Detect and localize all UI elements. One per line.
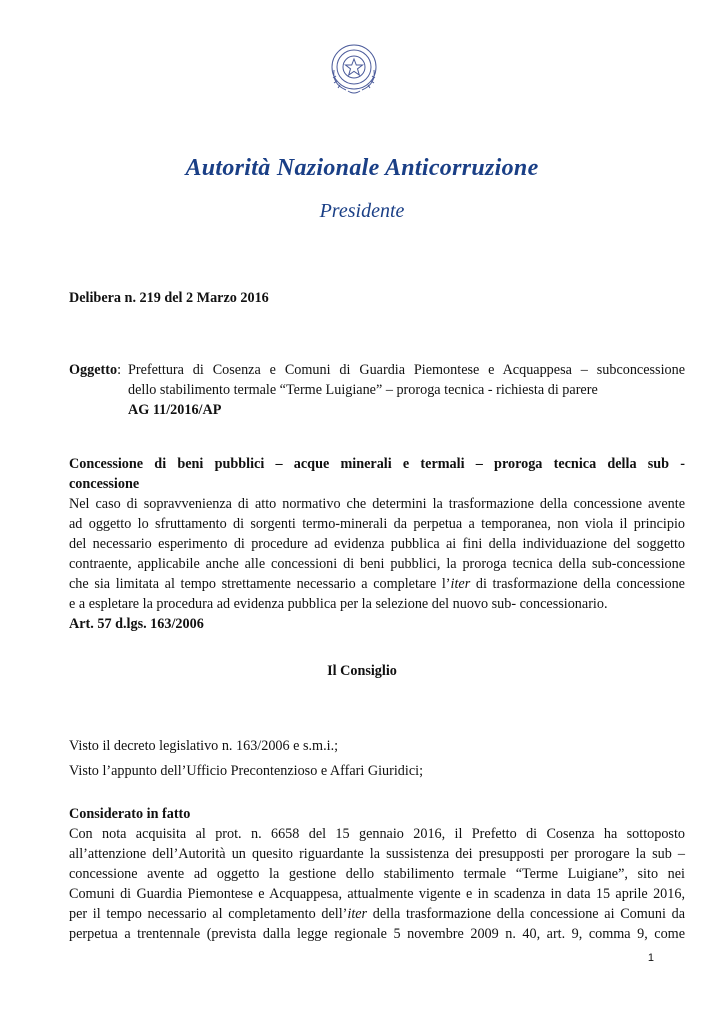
fatto-heading: Considerato in fatto — [69, 806, 191, 822]
massima-section — [69, 454, 685, 634]
fatto-line: all’attenzione dell’Autorità un quesito riguardante la sussistenza dei presupposti per prorogare la sub – — [69, 846, 685, 862]
oggetto-line: dello stabilimento termale “Terme Luigiane” – proroga tecnica - richiesta di parere — [128, 382, 598, 398]
oggetto-text — [128, 360, 685, 420]
fatto-line: Con nota acquisita al prot. n. 6658 del 15 gennaio 2016, il Prefetto di Cosenza ha sottoposto — [69, 826, 685, 842]
fatto-line: perpetua a trentennale (prevista dalla legge regionale 5 novembre 2009 n. 40, art. 9, comma 9, come — [69, 926, 685, 942]
massima-line: contraente, applicabile anche alle concessioni di beni pubblici, la proroga tecnica della sub-concessione — [69, 556, 685, 572]
authority-name: Autorità Nazionale Anticorruzione — [185, 155, 539, 181]
consiglio-heading: Il Consiglio — [327, 663, 397, 679]
page-number: 1 — [647, 952, 654, 964]
massima-line: del necessario esperimento di procedure ad evidenza pubblica ai fini della individuazione del soggetto — [69, 536, 685, 552]
fatto-line: per il tempo necessario al completamento dell’iter della trasformazione della concessione ai Comuni da — [69, 906, 686, 922]
fatto-line: concessione avente ad oggetto la gestione dello stabilimento termale “Terme Luigiane”, sito nei — [69, 866, 685, 882]
authority-role: Presidente — [319, 200, 405, 222]
massima-line: Nel caso di sopravvenienza di atto normativo che determini la trasformazione della concessione avente — [69, 496, 685, 512]
fatto-line: Comuni di Guardia Piemontese e Acquappesa, attualmente vigente e in scadenza in data 15 aprile 2016, — [69, 886, 685, 902]
massima-article: Art. 57 d.lgs. 163/2006 — [69, 616, 204, 632]
visto-line: Visto il decreto legislativo n. 163/2006 e s.m.i.; — [69, 738, 339, 754]
fatto-section — [69, 804, 685, 944]
delibera-number: Delibera n. 219 del 2 Marzo 2016 — [69, 290, 269, 306]
massima-line: e a espletare la procedura ad evidenza pubblica per la selezione del nuovo sub- concessionario. — [69, 596, 608, 612]
oggetto-label: Oggetto: — [69, 362, 122, 378]
emblem-icon — [326, 40, 382, 96]
massima-title: Concessione di beni pubblici – acque minerali e termali – proroga tecnica della sub - — [69, 456, 685, 472]
visto-line: Visto l’appunto dell’Ufficio Precontenzioso e Affari Giuridici; — [69, 763, 424, 779]
oggetto-code: AG 11/2016/AP — [128, 402, 222, 418]
massima-line: ad oggetto lo sfruttamento di sorgenti termo-minerali da perpetua a temporanea, non viola il principio — [69, 516, 685, 532]
massima-title: concessione — [69, 476, 140, 492]
massima-line: che sia limitata al tempo strettamente necessario a completare l’iter di trasformazione della concessione — [69, 576, 685, 592]
oggetto-line: Prefettura di Cosenza e Comuni di Guardia Piemontese e Acquappesa – subconcessione — [128, 362, 685, 378]
